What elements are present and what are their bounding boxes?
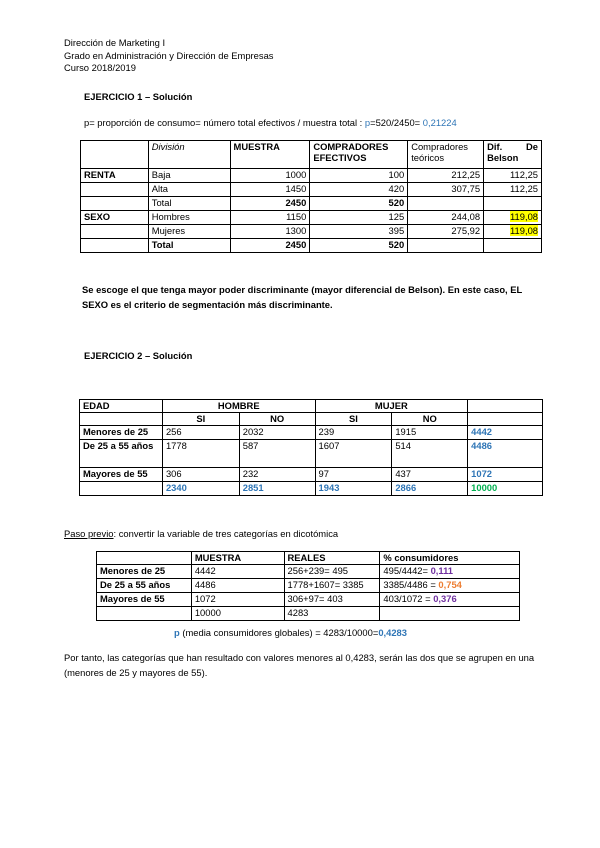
belson-h-teoricos: Compradores teóricos xyxy=(408,141,484,169)
ej2-title: EJERCICIO 2 – Solución xyxy=(84,350,193,361)
edad-h-mujer-si: SI xyxy=(315,413,392,426)
table-row xyxy=(97,607,520,621)
belson-cell: SEXO xyxy=(81,211,149,225)
edad-cell: 1607 xyxy=(315,440,392,468)
header-course-name: Dirección de Marketing I xyxy=(64,37,166,48)
edad-sub-empty xyxy=(80,413,163,426)
ej1-conclusion: Se escoge el que tenga mayor poder discriminante (mayor diferencial de Belson). En este caso, EL SEXO es el criterio de segmentación más discriminante. xyxy=(82,284,523,310)
ej1-formula-p: p xyxy=(364,117,371,128)
belson-cell: 100 xyxy=(310,169,408,183)
paso-previo-label: Paso previo xyxy=(64,528,114,539)
belson-cell: 112,25 xyxy=(484,183,542,197)
edad-total: 2340 xyxy=(162,482,239,496)
belson-cell: 520 xyxy=(310,197,408,211)
belson-cell xyxy=(408,239,484,253)
belson-cell: 420 xyxy=(310,183,408,197)
belson-cell xyxy=(408,197,484,211)
consumers-cell: Mayores de 55 xyxy=(97,593,192,607)
table-row xyxy=(80,468,543,482)
edad-cell: 4486 xyxy=(468,440,543,468)
edad-cell: 437 xyxy=(392,468,468,482)
belson-cell: Alta xyxy=(148,183,230,197)
edad-h-edad: EDAD xyxy=(80,400,163,413)
edad-sub-empty2 xyxy=(468,413,543,426)
belson-h-dif: Dif. De Belson xyxy=(484,141,542,169)
consumers-table xyxy=(96,551,520,621)
edad-h-hombre-si: SI xyxy=(162,413,239,426)
consumers-cell: 495/4442= xyxy=(383,565,431,576)
consumers-cell: 3385/4486 = xyxy=(383,579,439,590)
table-row xyxy=(80,440,543,468)
consumers-total: 4283 xyxy=(284,607,380,621)
consumers-cell: 1072 xyxy=(191,593,284,607)
belson-cell: Baja xyxy=(148,169,230,183)
belson-cell: 125 xyxy=(310,211,408,225)
belson-cell: RENTA xyxy=(81,169,149,183)
p-line-symbol: p xyxy=(174,627,180,638)
belson-h0 xyxy=(81,141,149,169)
edad-cell: 256 xyxy=(162,426,239,440)
edad-cell: De 25 a 55 años xyxy=(80,440,163,468)
table-row xyxy=(97,565,520,579)
table-row xyxy=(81,197,542,211)
consumers-cell: 4486 xyxy=(191,579,284,593)
ej1-formula-result: 0,21224 xyxy=(422,117,457,128)
edad-h-hombre: HOMBRE xyxy=(162,400,315,413)
table-row xyxy=(81,211,542,225)
doc-header xyxy=(64,37,273,75)
belson-cell xyxy=(484,239,542,253)
ej1-title: EJERCICIO 1 – Solución xyxy=(84,91,193,102)
edad-cell: 1915 xyxy=(392,426,468,440)
consumers-cell: 403/1072 = xyxy=(383,593,434,604)
consumers-pct: 0,376 xyxy=(433,593,457,604)
consumers-h: % consumidores xyxy=(380,552,520,565)
consumers-h xyxy=(97,552,192,565)
edad-cell: Menores de 25 xyxy=(80,426,163,440)
consumers-cell: 1778+1607= 3385 xyxy=(284,579,380,593)
table-row xyxy=(97,579,520,593)
edad-h-mujer-no: NO xyxy=(392,413,468,426)
belson-cell xyxy=(484,197,542,211)
consumers-cell: 306+97= 403 xyxy=(284,593,380,607)
edad-cell: 4442 xyxy=(468,426,543,440)
consumers-pct: 0,111 xyxy=(430,565,454,576)
consumers-cell: De 25 a 55 años xyxy=(97,579,192,593)
consumers-header-row xyxy=(97,552,520,565)
edad-cell: 514 xyxy=(392,440,468,468)
edad-h-empty xyxy=(468,400,543,413)
header-year: Curso 2018/2019 xyxy=(64,62,136,74)
belson-cell: 1450 xyxy=(230,183,310,197)
belson-h-compradores: COMPRADORES EFECTIVOS xyxy=(310,141,408,169)
p-line xyxy=(174,627,407,638)
belson-cell: 212,25 xyxy=(408,169,484,183)
consumers-cell: Menores de 25 xyxy=(97,565,192,579)
belson-cell: 395 xyxy=(310,225,408,239)
belson-cell: Mujeres xyxy=(148,225,230,239)
edad-total: 10000 xyxy=(468,482,543,496)
belson-highlight: 119,08 xyxy=(510,225,538,236)
belson-cell xyxy=(81,225,149,239)
consumers-h: REALES xyxy=(284,552,380,565)
belson-h-muestra: MUESTRA xyxy=(230,141,310,169)
consumers-h: MUESTRA xyxy=(191,552,284,565)
table-row xyxy=(81,239,542,253)
belson-highlight: 119,08 xyxy=(510,211,538,222)
belson-cell: 1300 xyxy=(230,225,310,239)
paso-previo-text: : convertir la variable de tres categorías en dicotómica xyxy=(113,528,339,539)
table-row xyxy=(80,482,543,496)
header-degree: Grado en Administración y Dirección de Empresas xyxy=(64,49,274,61)
table-row xyxy=(97,593,520,607)
edad-cell: 2032 xyxy=(239,426,315,440)
edad-subheader-row xyxy=(80,413,543,426)
belson-h-division: División xyxy=(148,141,230,169)
belson-cell xyxy=(81,183,149,197)
belson-cell: Total xyxy=(148,197,230,211)
belson-cell xyxy=(81,239,149,253)
edad-cell: 306 xyxy=(162,468,239,482)
edad-table xyxy=(79,399,543,496)
edad-h-mujer: MUJER xyxy=(315,400,468,413)
edad-h-hombre-no: NO xyxy=(239,413,315,426)
edad-header-row xyxy=(80,400,543,413)
belson-cell: 520 xyxy=(310,239,408,253)
belson-cell: 1000 xyxy=(230,169,310,183)
belson-cell: 307,75 xyxy=(408,183,484,197)
belson-cell: 1150 xyxy=(230,211,310,225)
table-row xyxy=(81,183,542,197)
edad-cell: 239 xyxy=(315,426,392,440)
table-row xyxy=(80,426,543,440)
belson-cell: Total xyxy=(148,239,230,253)
ej1-formula-text: p= proporción de consumo= número total efectivos / muestra total : xyxy=(84,117,365,128)
ej1-formula xyxy=(84,117,457,128)
paso-previo xyxy=(64,528,338,539)
belson-header-row xyxy=(81,141,542,169)
edad-total: 1943 xyxy=(315,482,392,496)
belson-cell: 2450 xyxy=(230,239,310,253)
edad-cell: 1072 xyxy=(468,468,543,482)
consumers-cell: 256+239= 495 xyxy=(284,565,380,579)
ej1-formula-eq: =520/2450= xyxy=(370,117,423,128)
belson-cell: 275,92 xyxy=(408,225,484,239)
belson-cell xyxy=(81,197,149,211)
edad-cell: Mayores de 55 xyxy=(80,468,163,482)
belson-cell: Hombres xyxy=(148,211,230,225)
edad-cell: 232 xyxy=(239,468,315,482)
belson-cell: 2450 xyxy=(230,197,310,211)
table-row xyxy=(81,169,542,183)
belson-cell: 112,25 xyxy=(484,169,542,183)
belson-table xyxy=(80,140,542,253)
edad-total: 2851 xyxy=(239,482,315,496)
edad-total: 2866 xyxy=(392,482,468,496)
consumers-pct: 0,754 xyxy=(438,579,462,590)
p-line-text: (media consumidores globales) = 4283/10000= xyxy=(179,627,379,638)
ej2-final: Por tanto, las categorías que han resultado con valores menores al 0,4283, serán las dos que se agrupen en una (menores de 25 y mayores de 55). xyxy=(64,652,535,678)
consumers-total: 10000 xyxy=(191,607,284,621)
table-row xyxy=(81,225,542,239)
consumers-cell: 4442 xyxy=(191,565,284,579)
edad-cell: 587 xyxy=(239,440,315,468)
edad-cell: 97 xyxy=(315,468,392,482)
edad-cell xyxy=(80,482,163,496)
consumers-cell xyxy=(380,607,520,621)
p-line-value: 0,4283 xyxy=(378,627,407,638)
consumers-cell xyxy=(97,607,192,621)
edad-cell: 1778 xyxy=(162,440,239,468)
belson-cell: 244,08 xyxy=(408,211,484,225)
